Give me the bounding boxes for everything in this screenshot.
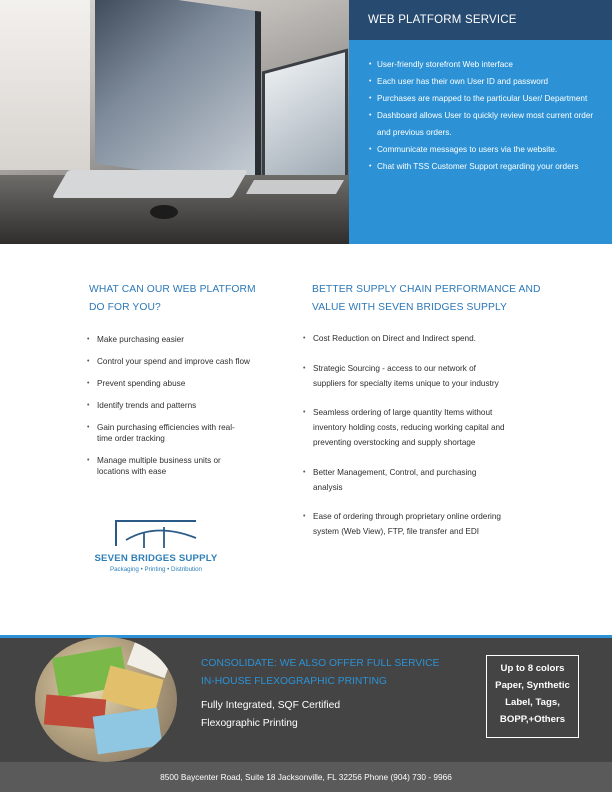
flexo-line1: Fully Integrated, SQF Certified <box>201 700 341 711</box>
list-item: • Strategic Sourcing - access to our network of suppliers for specialty items unique to your industry <box>303 361 508 391</box>
right-heading-line2: VALUE WITH SEVEN BRIDGES SUPPLY <box>312 302 507 313</box>
consolidate-heading <box>201 655 439 691</box>
bridge-icon <box>86 518 226 553</box>
hero-section <box>0 0 612 244</box>
box-line: Paper, Synthetic <box>495 680 570 691</box>
list-item: • Chat with TSS Customer Support regarding your orders <box>369 158 601 175</box>
printed-labels-photo <box>35 637 177 762</box>
list-item: • Manage multiple business units or locations with ease <box>87 455 247 477</box>
web-platform-list <box>369 56 601 175</box>
flexo-line2: Flexographic Printing <box>201 718 298 729</box>
list-item: • User-friendly storefront Web interface <box>369 56 601 73</box>
capabilities-box <box>486 655 579 738</box>
left-benefits-list <box>87 334 272 488</box>
box-line: Up to 8 colors <box>500 663 565 674</box>
panel-title: WEB PLATFORM SERVICE <box>368 14 517 26</box>
list-item: • Each user has their own User ID and password <box>369 73 601 90</box>
right-heading-line1: BETTER SUPPLY CHAIN PERFORMANCE AND <box>312 284 541 295</box>
consolidate-line1: CONSOLIDATE: WE ALSO OFFER FULL SERVICE <box>201 658 440 669</box>
panel-header <box>349 0 612 40</box>
list-item: • Ease of ordering through proprietary online ordering system (Web View), FTP, file transfer and EDI <box>303 509 508 539</box>
logo-name: SEVEN BRIDGES SUPPLY <box>94 553 218 564</box>
list-item: • Control your spend and improve cash flow <box>87 356 272 367</box>
list-item: • Identify trends and patterns <box>87 400 272 411</box>
left-heading-line2: DO FOR YOU? <box>89 302 161 313</box>
list-item: • Dashboard allows User to quickly review most current order and previous orders. <box>369 107 601 141</box>
right-heading <box>312 281 541 317</box>
list-item: • Make purchasing easier <box>87 334 272 345</box>
list-item: • Purchases are mapped to the particular User/ Department <box>369 90 601 107</box>
seven-bridges-logo <box>86 518 226 578</box>
left-heading <box>89 281 256 317</box>
list-item: • Seamless ordering of large quantity Items without inventory holding costs, reducing working capital and preventing overstocking and supply shortage <box>303 405 508 450</box>
box-line: Label, Tags, <box>505 697 560 708</box>
list-item: • Communicate messages to users via the website. <box>369 141 601 158</box>
list-item: • Gain purchasing efficiencies with real-time order tracking <box>87 422 247 444</box>
flexo-text <box>201 697 340 733</box>
list-item: • Better Management, Control, and purchasing analysis <box>303 465 508 495</box>
list-item: • Cost Reduction on Direct and Indirect spend. <box>303 331 508 346</box>
office-computer-photo <box>0 0 349 244</box>
list-item: • Prevent spending abuse <box>87 378 272 389</box>
footer-address: 8500 Baycenter Road, Suite 18 Jacksonville, FL 32256 Phone (904) 730 - 9966 <box>0 762 612 792</box>
logo-tagline: Packaging • Printing • Distribution <box>109 566 203 573</box>
box-line: BOPP,+Others <box>499 714 566 725</box>
web-platform-panel <box>349 0 612 244</box>
consolidate-line2: IN-HOUSE FLEXOGRAPHIC PRINTING <box>201 676 387 687</box>
left-heading-line1: WHAT CAN OUR WEB PLATFORM <box>89 284 256 295</box>
right-benefits-list <box>303 331 508 539</box>
